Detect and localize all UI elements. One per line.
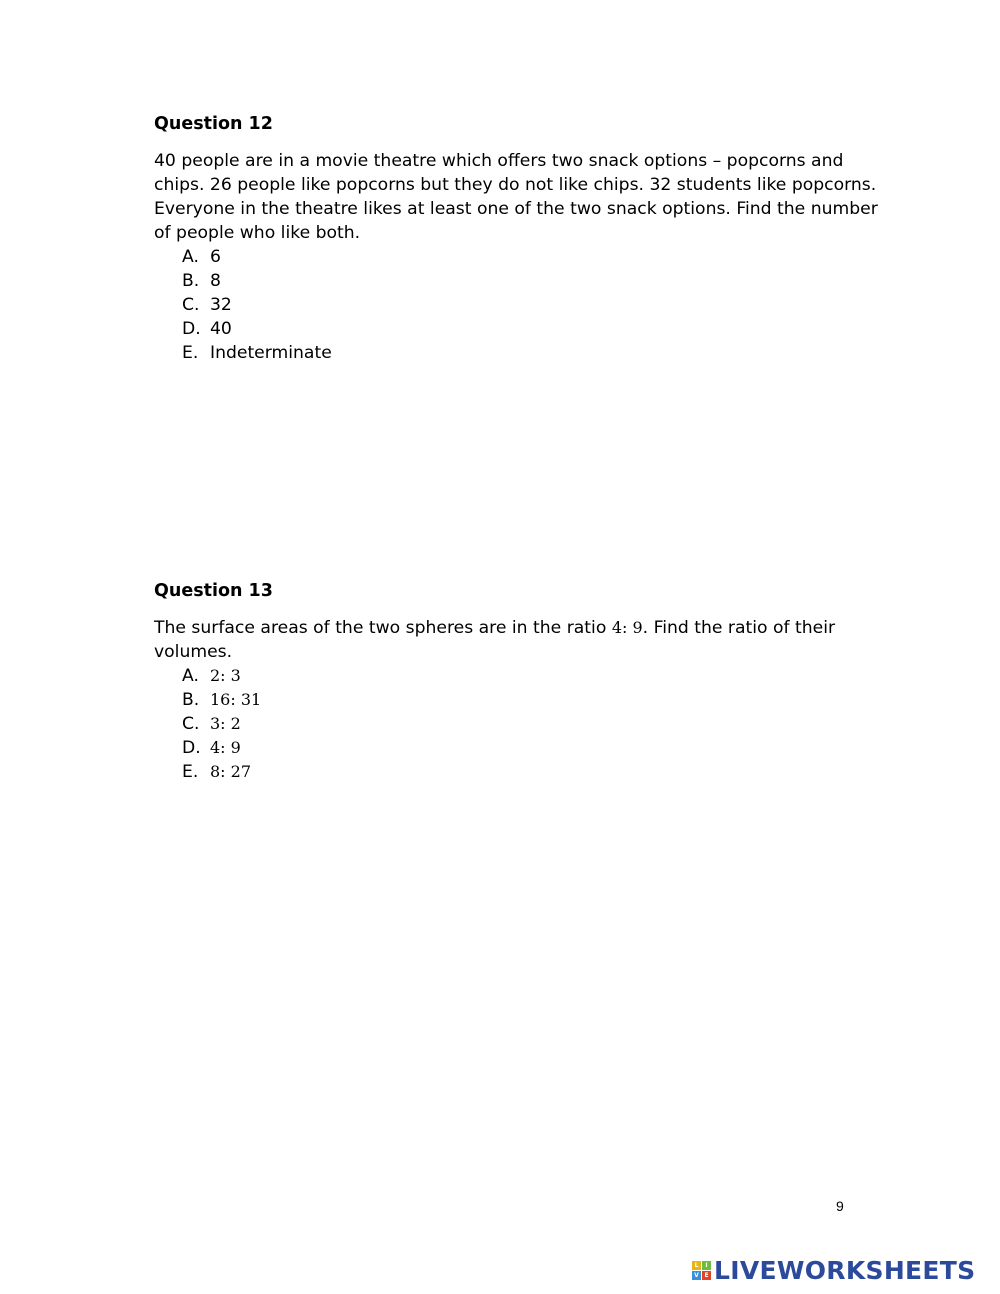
question-12-text [154, 149, 878, 245]
option-letter: A. [182, 666, 199, 686]
logo-block: V [692, 1271, 701, 1280]
question-13-line [154, 616, 854, 640]
option-letter: D. [182, 738, 201, 758]
question-13-title: Question 13 [154, 581, 273, 601]
question-12-title: Question 12 [154, 114, 273, 134]
option-letter: A. [182, 247, 199, 267]
option-c[interactable] [182, 293, 332, 317]
question-12-line: of people who like both. [154, 223, 361, 243]
page-number: 9 [836, 1198, 844, 1214]
option-letter: C. [182, 714, 200, 734]
question-12-options [182, 245, 332, 365]
text-segment: The surface areas of the two spheres are in the ratio [154, 618, 612, 638]
option-b[interactable] [182, 269, 332, 293]
option-a[interactable] [182, 664, 261, 688]
option-d[interactable] [182, 736, 261, 760]
option-c[interactable] [182, 712, 261, 736]
option-letter: E. [182, 343, 199, 363]
option-text: 16: 31 [210, 690, 262, 709]
question-12-line: Everyone in the theatre likes at least one of the two snack options. Find the number [154, 199, 878, 219]
option-e[interactable] [182, 341, 332, 365]
question-13-options [182, 664, 261, 784]
option-text: 40 [210, 319, 232, 339]
option-letter: B. [182, 690, 200, 710]
text-segment: . Find the ratio of their [642, 618, 836, 638]
ratio-math: 4: 9 [611, 618, 643, 637]
option-text: 6 [210, 247, 221, 267]
logo-blocks-icon [692, 1261, 711, 1280]
logo-block: E [702, 1271, 711, 1280]
option-text: 8 [210, 271, 221, 291]
question-12-line: chips. 26 people like popcorns but they do not like chips. 32 students like popcorns. [154, 175, 877, 195]
logo-block: I [702, 1261, 711, 1270]
option-text: 32 [210, 295, 232, 315]
option-b[interactable] [182, 688, 261, 712]
question-13-line: volumes. [154, 642, 233, 662]
option-text: Indeterminate [210, 343, 332, 363]
question-12-line: 40 people are in a movie theatre which offers two snack options – popcorns and [154, 151, 844, 171]
option-letter: D. [182, 319, 201, 339]
option-text: 3: 2 [210, 714, 241, 733]
option-letter: B. [182, 271, 200, 291]
option-text: 4: 9 [210, 738, 241, 757]
logo-text: LIVEWORKSHEETS [714, 1255, 976, 1285]
question-13-text [154, 616, 854, 664]
option-d[interactable] [182, 317, 332, 341]
option-e[interactable] [182, 760, 261, 784]
option-text: 8: 27 [210, 762, 252, 781]
logo-block: L [692, 1261, 701, 1270]
option-a[interactable] [182, 245, 332, 269]
option-letter: C. [182, 295, 200, 315]
option-letter: E. [182, 762, 199, 782]
liveworksheets-logo [692, 1252, 975, 1288]
option-text: 2: 3 [210, 666, 241, 685]
